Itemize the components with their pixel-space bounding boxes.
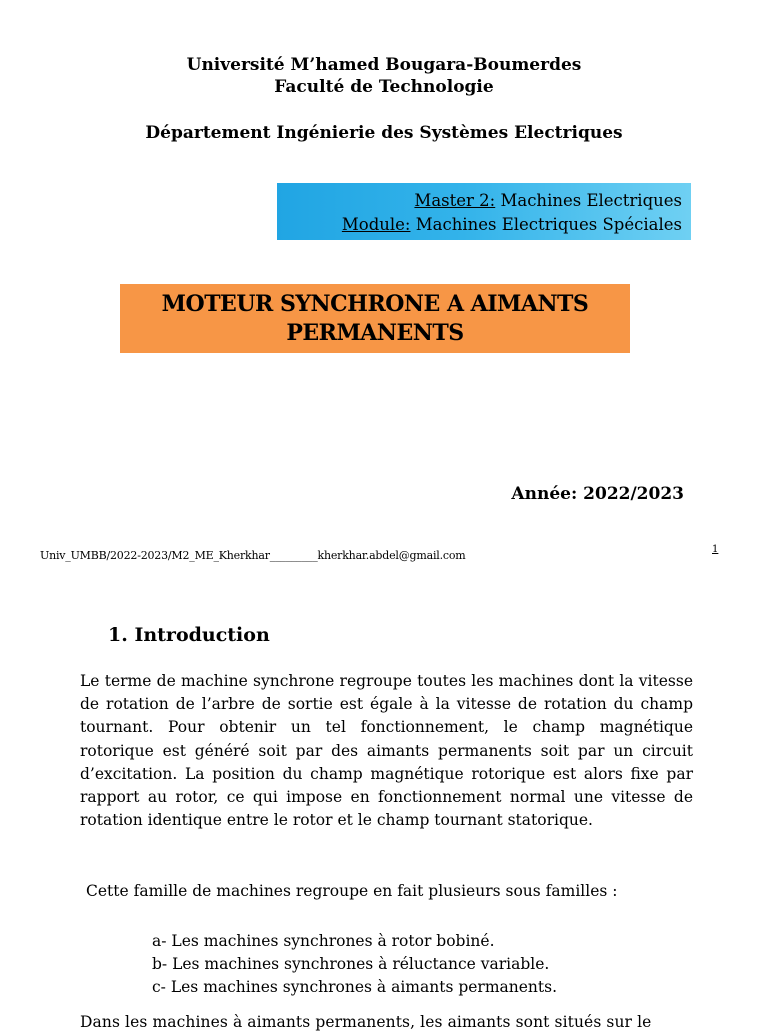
families-paragraph: Cette famille de machines regroupe en fait plusieurs sous familles : bbox=[86, 882, 618, 900]
module-value: Machines Electriques Spéciales bbox=[410, 215, 682, 234]
page-number: 1 bbox=[712, 544, 719, 555]
document-title-line2: PERMANENTS bbox=[286, 320, 464, 346]
module-label: Module: bbox=[341, 215, 411, 234]
document-title-line1: MOTEUR SYNCHRONE A AIMANTS bbox=[161, 291, 589, 317]
list-item: b- Les machines synchrones à réluctance variable. bbox=[152, 955, 550, 974]
academic-year: Année: 2022/2023 bbox=[511, 484, 684, 504]
module-line bbox=[277, 213, 682, 237]
faculty-name: Faculté de Technologie bbox=[274, 77, 494, 97]
machine-families-list bbox=[152, 930, 557, 1000]
course-info-box bbox=[277, 183, 691, 240]
section-heading: 1. Introduction bbox=[108, 624, 270, 646]
department-name: Département Ingénierie des Systèmes Electriques bbox=[145, 123, 623, 143]
university-name: Université M’hamed Bougara-Boumerdes bbox=[186, 55, 582, 75]
document-title-box bbox=[120, 284, 630, 353]
list-item: a- Les machines synchrones à rotor bobiné. bbox=[152, 932, 495, 950]
master-value: Machines Electriques bbox=[495, 191, 682, 210]
page-footer: Univ_UMBB/2022-2023/M2_ME_Kherkhar_________kherkhar.abdel@gmail.com bbox=[40, 549, 466, 562]
next-paragraph-start: Dans les machines à aimants permanents, les aimants sont situés sur le bbox=[80, 1013, 652, 1031]
intro-paragraph: Le terme de machine synchrone regroupe toutes les machines dont la vitesse de rotation de l’arbre de sortie est égale à la vitesse de rotation du champ tournant. Pour obtenir un tel fonctionnement, le champ magnétique rotorique est généré soit par des aimants permanents soit par un circuit d’excitation. La position du champ magnétique rotorique est alors fixe par rapport au rotor, ce qui impose en fonctionnement normal une vitesse de rotation identique entre le rotor et le champ tournant statorique. bbox=[80, 672, 693, 830]
master-label: Master 2: bbox=[414, 191, 496, 210]
master-line bbox=[277, 189, 682, 213]
list-item: c- Les machines synchrones à aimants permanents. bbox=[152, 978, 558, 997]
